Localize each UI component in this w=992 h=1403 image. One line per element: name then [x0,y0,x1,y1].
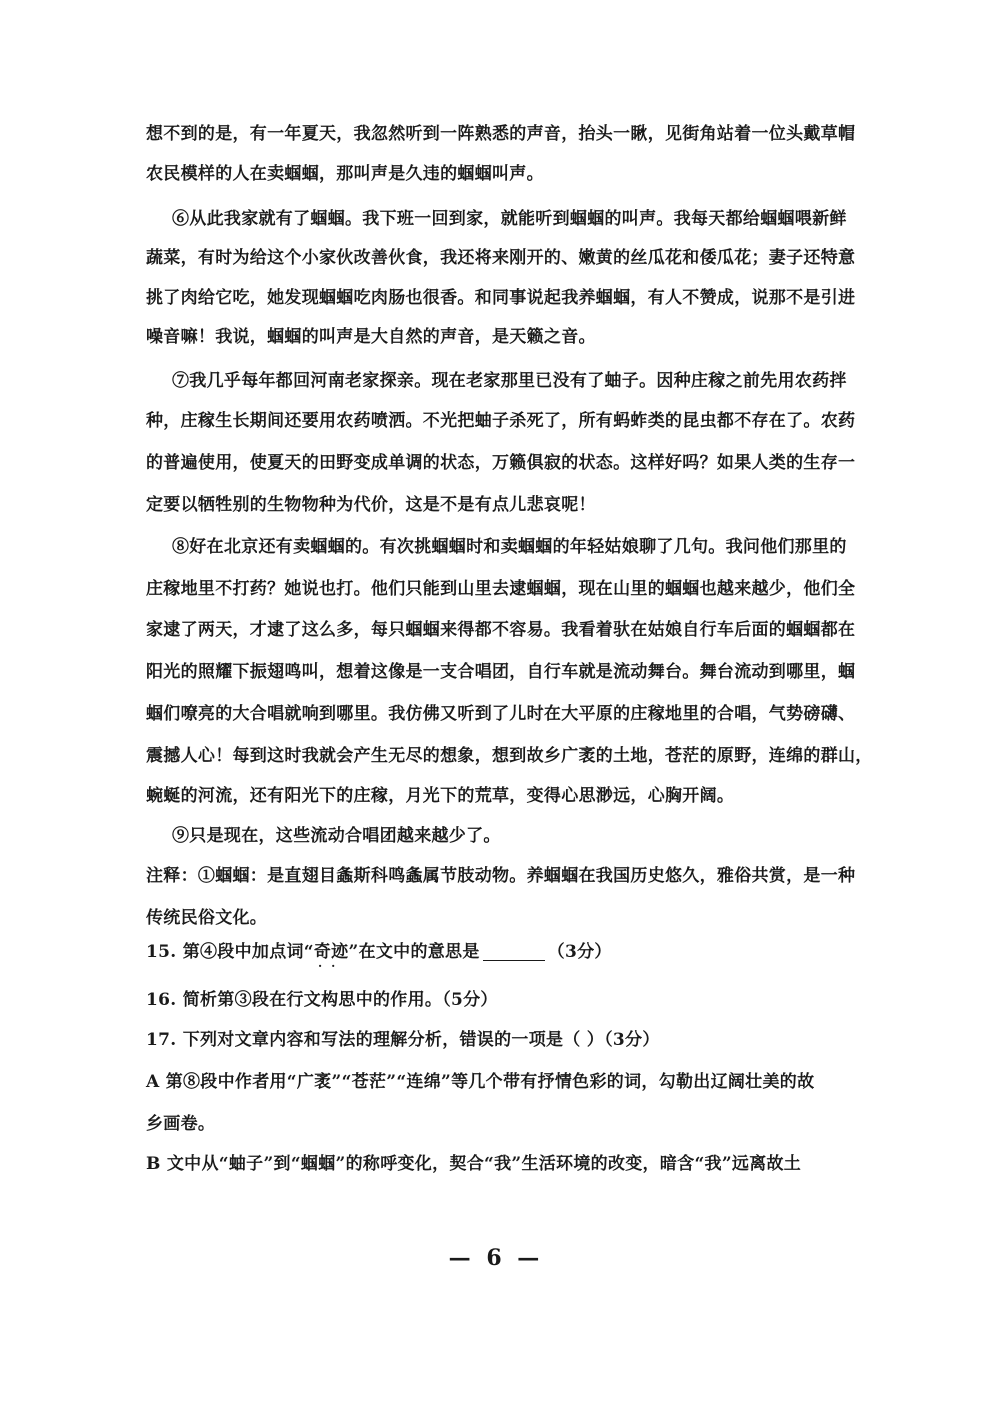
passage-line: 挑了肉给它吃，她发现蝈蝈吃肉肠也很香。和同事说起我养蝈蝈，有人不赞成，说那不是引进 [146,288,856,308]
passage-line: 庄稼地里不打药？她说也打。他们只能到山里去逮蝈蝈，现在山里的蝈蝈也越来越少，他们全 [146,579,856,599]
paragraph-6-start: ⑥从此我家就有了蝈蝈。我下班一回到家，就能听到蝈蝈的叫声。我每天都给蝈蝈喂新鲜 [172,209,847,229]
question-16: 16. 简析第③段在行文构思中的作用。（5分） [146,990,498,1010]
option-b: B 文中从“蚰子”到“蝈蝈”的称呼变化，契合“我”生活环境的改变，暗含“我”远离故土 [146,1154,802,1174]
annotation-note-cont: 传统民俗文化。 [146,908,268,928]
question-15-middle: ”在文中的意思是 [348,942,480,962]
passage-line: 蔬菜，有时为给这个小家伙改善伙食，我还将来刚开的、嫩黄的丝瓜花和倭瓜花；妻子还特意 [146,248,856,268]
passage-line: 蝈们嘹亮的大合唱就响到哪里。我仿佛又听到了儿时在大平原的庄稼地里的合唱，气势磅礴、 [146,704,856,724]
annotation-note: 注释：①蝈蝈：是直翅目螽斯科鸣螽属节肢动物。养蝈蝈在我国历史悠久，雅俗共赏，是一种 [146,866,856,886]
emphasis-dots: ·· [318,959,345,973]
question-15-prefix: 15. 第④段中加点词“ [146,942,314,962]
option-a-cont: 乡画卷。 [146,1114,216,1134]
passage-line: 阳光的照耀下振翅鸣叫，想着这像是一支合唱团，自行车就是流动舞台。舞台流动到哪里，蝈 [146,662,856,682]
paragraph-7-start: ⑦我几乎每年都回河南老家探亲。现在老家那里已没有了蚰子。因种庄稼之前先用农药拌 [172,371,847,391]
passage-line: 噪音嘛！我说，蝈蝈的叫声是大自然的声音，是天籁之音。 [146,327,596,347]
passage-line: 农民模样的人在卖蝈蝈，那叫声是久违的蝈蝈叫声。 [146,164,544,184]
paragraph-8-start: ⑧好在北京还有卖蝈蝈的。有次挑蝈蝈时和卖蝈蝈的年轻姑娘聊了几句。我问他们那里的 [172,537,847,557]
answer-blank[interactable] [483,942,545,961]
option-a: A 第⑧段中作者用“广袤”“苍茫”“连绵”等几个带有抒情色彩的词，勾勒出辽阔壮美的故 [146,1072,815,1092]
dotted-word: 奇迹 ·· [313,942,349,973]
passage-line: 蜿蜒的河流，还有阳光下的庄稼，月光下的荒草，变得心思渺远，心胸开阔。 [146,786,735,806]
question-15 [146,940,906,973]
passage-line: 想不到的是，有一年夏天，我忽然听到一阵熟悉的声音，抬头一瞅，见街角站着一位头戴草帽 [146,124,856,144]
passage-line: 家逮了两天，才逮了这么多，每只蝈蝈来得都不容易。我看着驮在姑娘自行车后面的蝈蝈都在 [146,620,856,640]
passage-line: 种，庄稼生长期间还要用农药喷洒。不光把蚰子杀死了，所有蚂蚱类的昆虫都不存在了。农药 [146,411,856,431]
paragraph-9: ⑨只是现在，这些流动合唱团越来越少了。 [172,826,501,846]
passage-line: 震撼人心！每到这时我就会产生无尽的想象，想到故乡广袤的土地，苍茫的原野，连绵的群山， [146,746,873,766]
question-15-score: （3分） [547,942,612,962]
passage-line: 定要以牺牲别的生物物种为代价，这是不是有点儿悲哀呢！ [146,495,596,515]
page-number: — 6 — [448,1245,544,1271]
passage-line: 的普遍使用，使夏天的田野变成单调的状态，万籁俱寂的状态。这样好吗？如果人类的生存一 [146,453,856,473]
question-17: 17. 下列对文章内容和写法的理解分析，错误的一项是（ ）（3分） [146,1030,660,1050]
